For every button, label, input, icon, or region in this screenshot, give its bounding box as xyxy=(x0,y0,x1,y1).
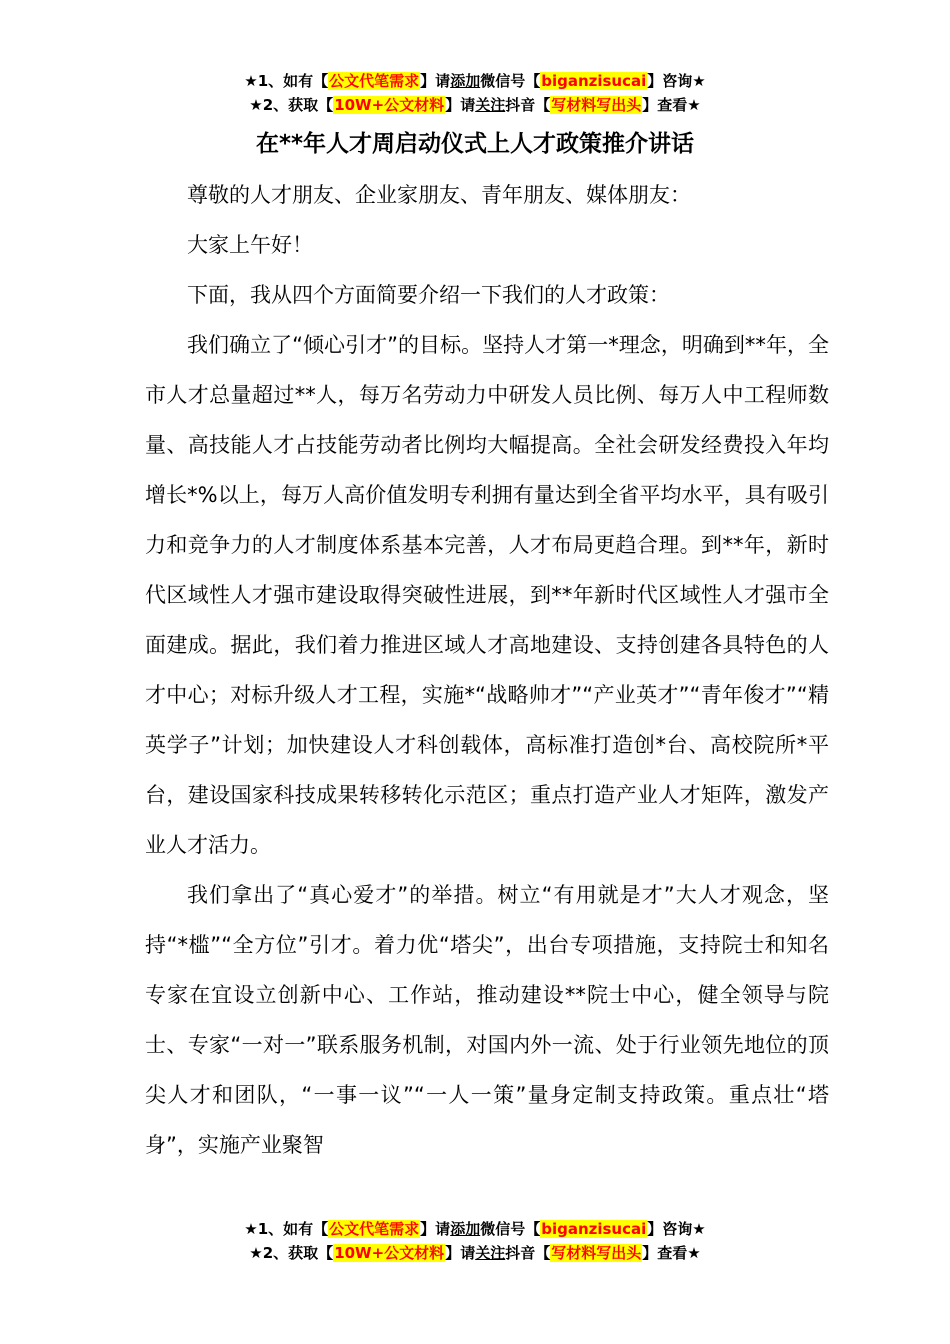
promo-text: 微信号【 xyxy=(480,1220,541,1238)
promo-highlight: 写材料写出头 xyxy=(551,96,642,114)
promo-text: 抖音【 xyxy=(505,1244,551,1262)
promo-text: 】请 xyxy=(420,1220,451,1238)
promo-underlined: 关注 xyxy=(475,96,506,114)
promo-text: ★1、如有【 xyxy=(244,1220,329,1238)
paragraph: 我们拿出了“真心爱才”的举措。树立“有用就是才”大人才观念，坚持“*槛”“全方位”引才。着力优“塔尖”，出台专项措施，支持院士和知名专家在宜设立创新中心、工作站，推动建设**院士中心，健全领导与院士、专家“一对一”联系服务机制，对国内外一流、处于行业领先地位的顶尖人才和团队，“一事一议”“一人一策”量身定制支持政策。重点壮“塔身”，实施产业聚智 xyxy=(145,883,829,1157)
promo-text: 】咨询★ xyxy=(647,1220,706,1238)
paragraph: 尊敬的人才朋友、企业家朋友、青年朋友、媒体朋友： xyxy=(187,183,691,207)
promo-highlight: 10W+公文材料 xyxy=(334,96,445,114)
promo-text: 微信号【 xyxy=(480,72,541,90)
promo-text: ★2、获取【 xyxy=(249,96,334,114)
promo-banner-top xyxy=(0,69,950,117)
promo-text: 】咨询★ xyxy=(647,72,706,90)
promo-highlight: biganzisucai xyxy=(541,72,647,90)
promo-underlined: 添加 xyxy=(450,72,481,90)
promo-line-2 xyxy=(0,93,950,117)
paragraph: 大家上午好！ xyxy=(187,233,313,257)
promo-underlined: 关注 xyxy=(475,1244,506,1262)
promo-text: 】请 xyxy=(445,1244,476,1262)
promo-text: ★1、如有【 xyxy=(244,72,329,90)
promo-text: 】查看★ xyxy=(642,96,701,114)
promo-text: 】查看★ xyxy=(642,1244,701,1262)
paragraph: 我们确立了“倾心引才”的目标。坚持人才第一*理念，明确到**年，全市人才总量超过**人，每万名劳动力中研发人员比例、每万人中工程师数量、高技能人才占技能劳动者比例均大幅提高。全社会研发经费投入年均增长*%以上，每万人高价值发明专利拥有量达到全省平均水平，具有吸引力和竞争力的人才制度体系基本完善，人才布局更趋合理。到**年，新时代区域性人才强市建设取得突破性进展，到**年新时代区域性人才强市全面建成。据此，我们着力推进区域人才高地建设、支持创建各具特色的人才中心；对标升级人才工程，实施*“战略帅才”“产业英才”“青年俊才”“精英学子”计划；加快建设人才科创载体，高标准打造创*台、高校院所*平台，建设国家科技成果转移转化示范区；重点打造产业人才矩阵，激发产业人才活力。 xyxy=(145,333,829,857)
document-body xyxy=(145,170,829,1170)
promo-text: 】请 xyxy=(420,72,451,90)
promo-line-2 xyxy=(0,1241,950,1265)
promo-text: 抖音【 xyxy=(505,96,551,114)
promo-text: 】请 xyxy=(445,96,476,114)
promo-highlight: 10W+公文材料 xyxy=(334,1244,445,1262)
promo-highlight: biganzisucai xyxy=(541,1220,647,1238)
document-title: 在**年人才周启动仪式上人才政策推介讲话 xyxy=(255,131,695,157)
promo-line-1 xyxy=(0,1217,950,1241)
promo-banner-bottom xyxy=(0,1217,950,1265)
paragraph: 下面，我从四个方面简要介绍一下我们的人才政策： xyxy=(187,283,670,307)
promo-highlight: 公文代笔需求 xyxy=(329,72,420,90)
promo-text: ★2、获取【 xyxy=(249,1244,334,1262)
promo-highlight: 公文代笔需求 xyxy=(329,1220,420,1238)
promo-line-1 xyxy=(0,69,950,93)
promo-highlight: 写材料写出头 xyxy=(551,1244,642,1262)
promo-underlined: 添加 xyxy=(450,1220,481,1238)
